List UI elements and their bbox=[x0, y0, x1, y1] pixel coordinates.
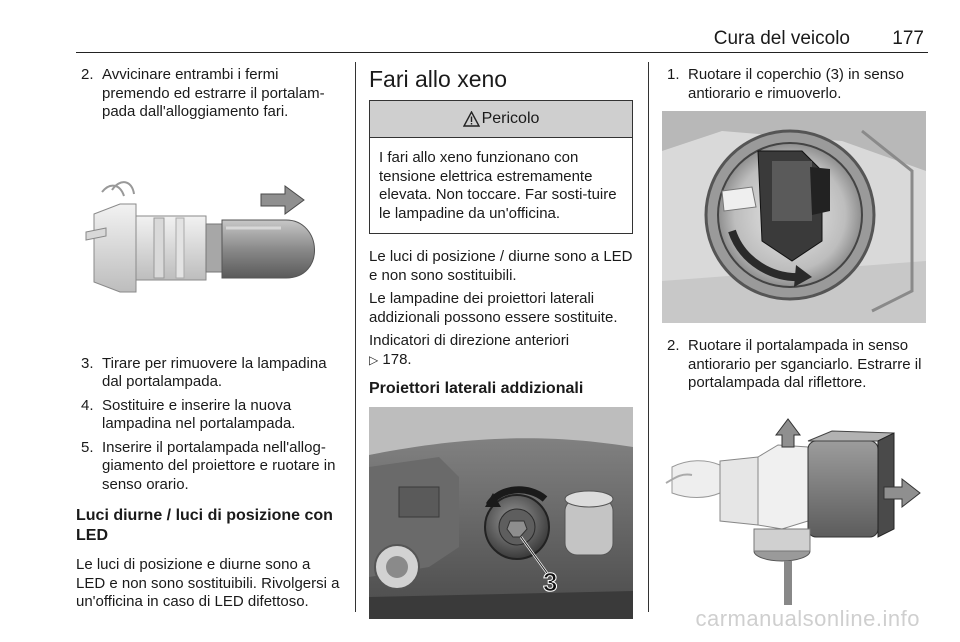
danger-warning-box bbox=[369, 100, 633, 234]
step-text: Ruotare il coperchio (3) in senso antiorario e rimuoverlo. bbox=[688, 66, 904, 102]
step-1 bbox=[662, 66, 926, 103]
step-text: Ruotare il portalampada in senso antiorario per sganciarlo. Estrarre il portalampada dal riflettore. bbox=[688, 337, 922, 391]
page-reference-icon: ▷ bbox=[369, 352, 379, 367]
watermark: carmanualsonline.info bbox=[695, 606, 920, 631]
paragraph-led: Le luci di posizione / diurne sono a LED e non sono sostituibili. bbox=[369, 248, 633, 284]
header-divider bbox=[76, 52, 928, 53]
step-number: 5. bbox=[81, 438, 94, 456]
page-number: 177 bbox=[892, 28, 924, 49]
section-heading-led: Luci diurne / luci di posizione con LED bbox=[76, 507, 333, 544]
cover-removal-figure bbox=[662, 111, 926, 323]
warning-body: I fari allo xeno funzionano con tensione elettrica estremamente elevata. Non toccare. Far sosti-tuire le lampadine da un'officina. bbox=[379, 149, 617, 222]
indicators-text: Indicatori di direzione anteriori bbox=[369, 332, 570, 349]
section-title: Cura del veicolo bbox=[713, 28, 850, 49]
column-right bbox=[662, 66, 926, 613]
page-reference[interactable]: 178. bbox=[382, 350, 412, 368]
step-2 bbox=[76, 66, 341, 122]
step-number: 2. bbox=[81, 66, 94, 83]
column-left bbox=[76, 66, 341, 612]
warning-header bbox=[370, 101, 632, 138]
step-number: 3. bbox=[81, 354, 94, 372]
engine-bay-photo bbox=[369, 407, 633, 619]
page-header bbox=[76, 28, 928, 52]
step-3 bbox=[76, 355, 341, 392]
warning-label: Pericolo bbox=[481, 109, 540, 127]
section-title-xenon: Fari allo xeno bbox=[369, 66, 508, 92]
step-text: Tirare per rimuovere la lampadina dal portalampada. bbox=[102, 354, 327, 390]
step-number: 2. bbox=[667, 337, 680, 354]
step-text: Inserire il portalampada nell'allog-giamento del proiettore e ruotare in senso orario. bbox=[102, 438, 336, 493]
engine-bay-figure bbox=[369, 407, 633, 619]
column-divider-2 bbox=[648, 62, 649, 612]
step-number: 1. bbox=[667, 66, 680, 83]
holder-removal-figure bbox=[662, 401, 926, 613]
step-text: Avvicinare entrambi i fermi premendo ed estrarre il portalam-pada dall'alloggiamento fari. bbox=[102, 66, 325, 120]
step-2-holder bbox=[662, 337, 926, 393]
bulb-removal-figure bbox=[76, 132, 341, 344]
headlamp-cover-photo bbox=[662, 111, 926, 323]
section-heading-lateral: Proiettori laterali addizionali bbox=[369, 380, 584, 397]
lamp-holder-illustration bbox=[662, 401, 926, 613]
step-number: 4. bbox=[81, 396, 94, 414]
warning-triangle-icon bbox=[463, 111, 480, 127]
step-5 bbox=[76, 439, 341, 495]
column-divider-1 bbox=[355, 62, 356, 612]
column-middle bbox=[369, 66, 633, 619]
paragraph-indicators bbox=[369, 332, 633, 369]
bulb-holder-illustration bbox=[76, 132, 341, 344]
step-text: Sostituire e inserire la nuova lampadina nel portalampada. bbox=[102, 396, 296, 432]
figure-callout-3: 3 bbox=[543, 567, 558, 597]
paragraph-lateral: Le lampadine dei proiettori laterali addizionali possono essere sostituite. bbox=[369, 290, 618, 326]
led-paragraph: Le luci di posizione e diurne sono a LED e non sono sostituibili. Rivolgersi a un'officina in caso di LED difettoso. bbox=[76, 556, 340, 610]
step-4 bbox=[76, 397, 341, 434]
